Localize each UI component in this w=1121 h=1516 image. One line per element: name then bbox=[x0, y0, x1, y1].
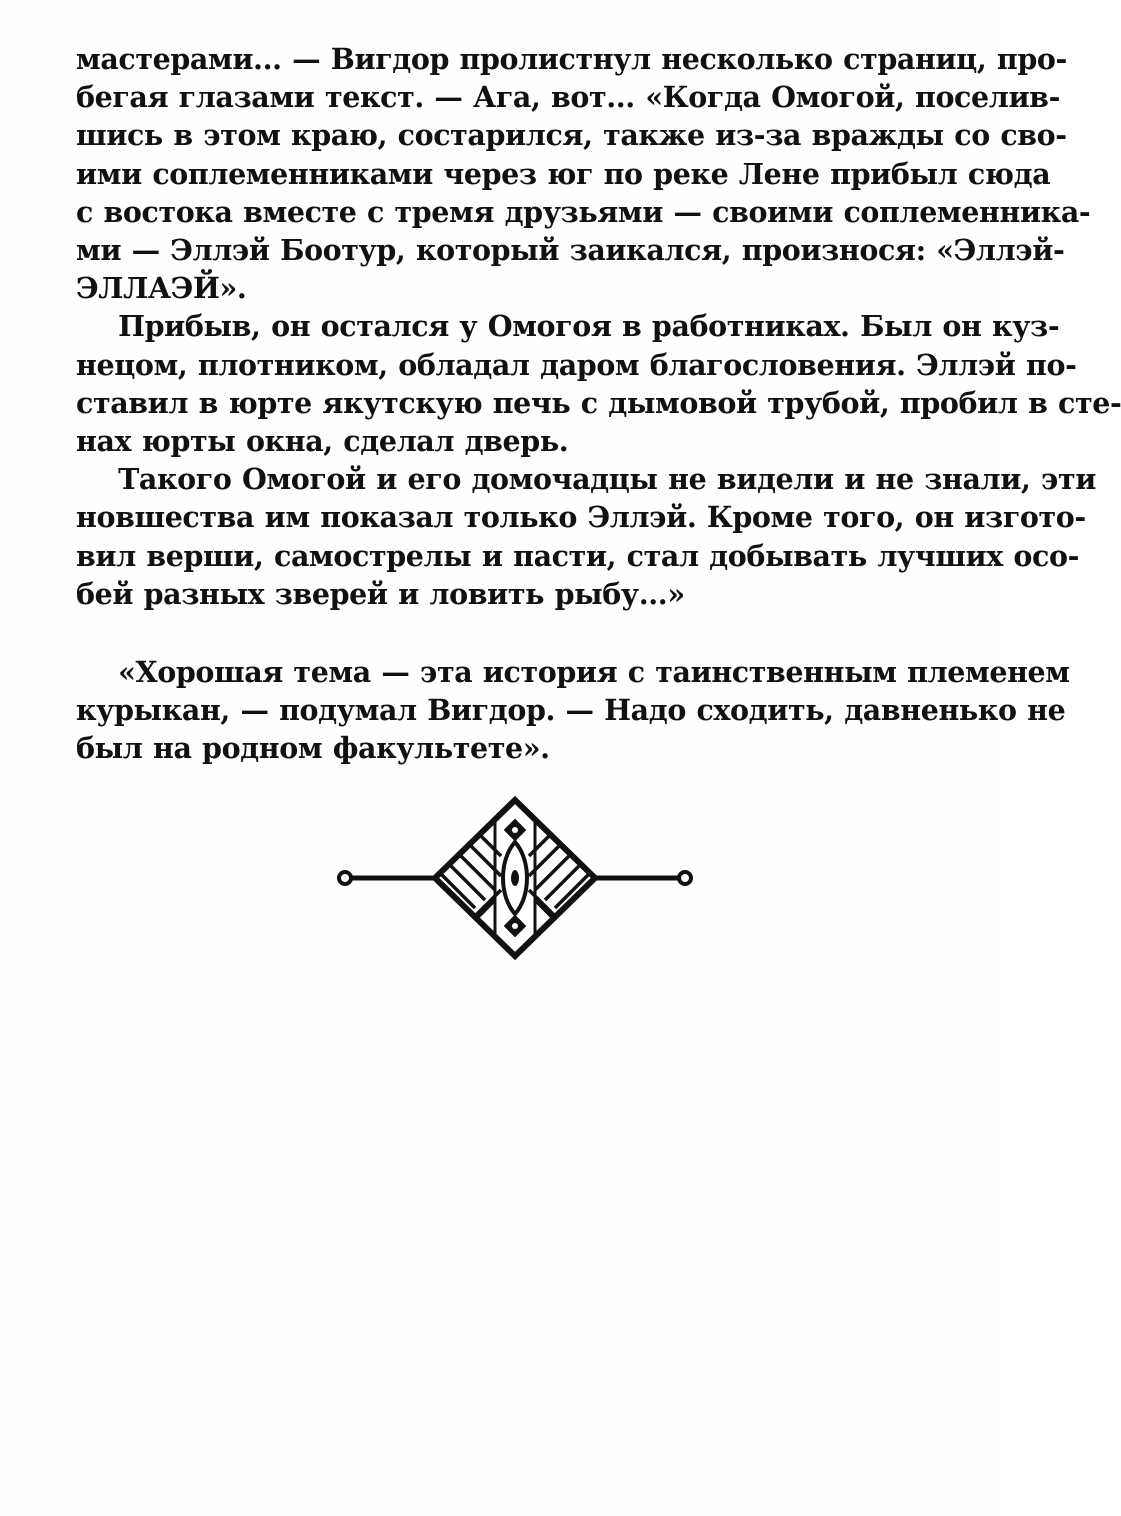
text-line: с востока вместе с тремя друзьями — своими соплеменника- bbox=[76, 194, 1091, 229]
text-line: нах юрты окна, сделал дверь. bbox=[76, 424, 569, 459]
text-line: бегая глазами текст. — Ага, вот... «Когда Омогой, поселив- bbox=[76, 80, 1061, 115]
diamond-divider-ornament-icon bbox=[335, 800, 695, 960]
text-line: новшества им показал только Эллэй. Кроме того, он изгото- bbox=[76, 500, 1086, 535]
paragraph-2 bbox=[76, 307, 1121, 460]
text-line: ими соплеменниками через юг по реке Лене прибыл сюда bbox=[76, 156, 1051, 191]
section-gap bbox=[76, 613, 956, 653]
text-line: нецом, плотником, обладал даром благословения. Эллэй по- bbox=[76, 347, 1077, 382]
text-line: «Хорошая тема — эта история с таинственным племенем bbox=[76, 655, 1070, 690]
page-text bbox=[76, 40, 1121, 768]
paragraph-3 bbox=[76, 460, 1096, 613]
text-line: ЭЛЛАЭЙ». bbox=[76, 271, 247, 306]
text-line: курыкан, — подумал Вигдор. — Надо сходить, давненько не bbox=[76, 693, 1066, 728]
text-line: бей разных зверей и ловить рыбу...» bbox=[76, 576, 685, 611]
text-line: Прибыв, он остался у Омогоя в работниках. Был он куз- bbox=[76, 309, 1060, 344]
text-line: вил верши, самострелы и пасти, стал добывать лучших осо- bbox=[76, 538, 1080, 573]
paragraph-4 bbox=[76, 653, 1070, 768]
text-line: Такого Омогой и его домочадцы не видели и не знали, эти bbox=[76, 462, 1096, 497]
paragraph-1 bbox=[76, 40, 1091, 307]
text-line: ставил в юрте якутскую печь с дымовой трубой, пробил в сте- bbox=[76, 385, 1121, 420]
text-line: ми — Эллэй Боотур, который заикался, произнося: «Эллэй- bbox=[76, 233, 1065, 268]
text-line: был на родном факультете». bbox=[76, 731, 550, 766]
text-line: мастерами... — Вигдор пролистнул несколько страниц, про- bbox=[76, 42, 1067, 76]
text-line: шись в этом краю, состарился, также из-за вражды со сво- bbox=[76, 118, 1067, 153]
